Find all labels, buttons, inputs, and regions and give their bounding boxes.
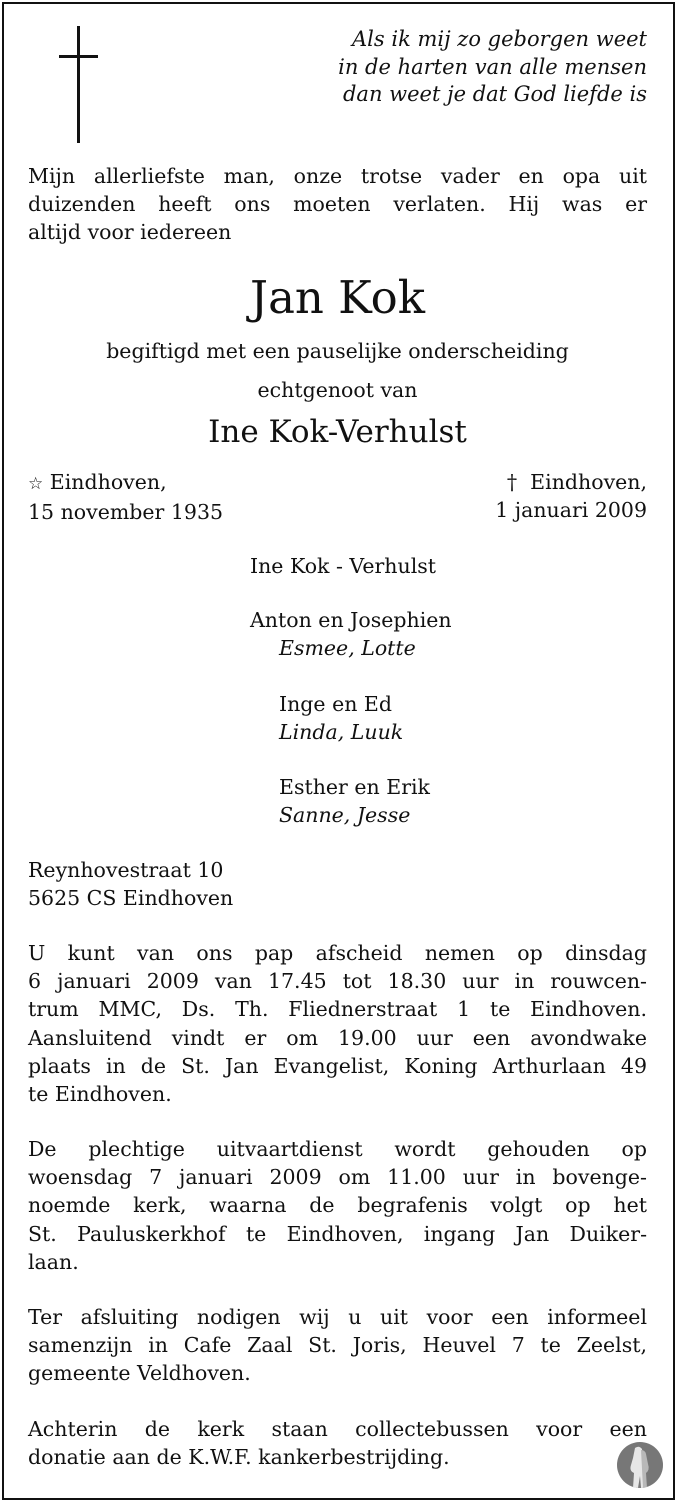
address xyxy=(28,857,233,912)
text-line: plaats in de St. Jan Evangelist, Koning Arthurlaan 49 xyxy=(28,1053,647,1078)
family-spouse: Ine Kok - Verhulst xyxy=(250,554,437,578)
family-child xyxy=(279,691,403,746)
distinction: begiftigd met een pauselijke onderscheiding xyxy=(106,339,569,363)
text-line: altijd voor iedereen xyxy=(28,220,232,245)
text-line: gemeente Veldhoven. xyxy=(28,1361,251,1386)
family-child xyxy=(250,607,452,662)
poem-line: in de harten van alle mensen xyxy=(338,54,647,79)
embracing-figures-logo-icon xyxy=(617,1442,663,1488)
intro-paragraph xyxy=(28,162,647,247)
text-line: duizenden heeft ons moeten verlaten. Hij was er xyxy=(28,192,647,217)
grandchildren-names: Esmee, Lotte xyxy=(279,635,416,660)
text-line: samenzijn in Cafe Zaal St. Joris, Heuvel 7 te Zeelst, xyxy=(28,1333,647,1358)
birth-place: Eindhoven, xyxy=(49,470,167,494)
text-line: U kunt van ons pap afscheid nemen op dinsdag xyxy=(28,941,647,965)
death-info xyxy=(495,469,647,524)
text-line: te Eindhoven. xyxy=(28,1082,172,1107)
death-place: Eindhoven, xyxy=(530,470,647,494)
text-line: St. Pauluskerkhof te Eindhoven, ingang Jan Duiker- xyxy=(28,1221,647,1246)
poem-line: dan weet je dat God liefde is xyxy=(342,82,647,106)
death-date: 1 januari 2009 xyxy=(495,497,647,522)
address-street: Reynhovestraat 10 xyxy=(28,858,224,882)
text-line: trum MMC, Ds. Th. Fliednerstraat 1 te Eindhoven. xyxy=(28,997,647,1022)
visitation-paragraph xyxy=(28,939,647,1108)
child-names: Anton en Josephien xyxy=(250,608,452,632)
poem xyxy=(338,26,647,109)
text-line: 6 januari 2009 van 17.45 tot 18.30 uur in rouwcen- xyxy=(28,969,647,994)
deceased-name: Jan Kok xyxy=(250,271,425,324)
donation-paragraph xyxy=(28,1415,647,1471)
text-line: Aansluitend vindt er om 19.00 uur een avondwake xyxy=(28,1025,647,1050)
star-icon: ☆ xyxy=(28,474,44,494)
spouse-name: Ine Kok-Verhulst xyxy=(208,414,467,450)
address-city: 5625 CS Eindhoven xyxy=(28,885,234,910)
child-names: Esther en Erik xyxy=(279,775,430,799)
dagger-icon: † xyxy=(506,470,518,494)
text-line: laan. xyxy=(28,1249,79,1274)
poem-line: Als ik mij zo geborgen weet xyxy=(352,27,647,51)
text-line: Ter afsluiting nodigen wij u uit voor een informeel xyxy=(28,1305,647,1329)
text-line: De plechtige uitvaartdienst wordt gehouden op xyxy=(28,1137,647,1161)
text-line: donatie aan de K.W.F. kankerbestrijding. xyxy=(28,1445,450,1470)
funeral-paragraph xyxy=(28,1135,647,1276)
family-child xyxy=(279,774,430,829)
text-line: Mijn allerliefste man, onze trotse vader en opa uit xyxy=(28,164,647,188)
reception-paragraph xyxy=(28,1303,647,1388)
child-names: Inge en Ed xyxy=(279,692,393,716)
text-line: Achterin de kerk staan collectebussen voor een xyxy=(28,1417,647,1441)
grandchildren-names: Sanne, Jesse xyxy=(279,802,411,827)
birth-date: 15 november 1935 xyxy=(28,499,224,524)
text-line: noemde kerk, waarna de begrafenis volgt op het xyxy=(28,1193,647,1218)
spouse-label: echtgenoot van xyxy=(257,378,418,402)
grandchildren-names: Linda, Luuk xyxy=(279,719,404,744)
birth-info xyxy=(28,469,223,526)
text-line: woensdag 7 januari 2009 om 11.00 uur in bovenge- xyxy=(28,1165,647,1190)
